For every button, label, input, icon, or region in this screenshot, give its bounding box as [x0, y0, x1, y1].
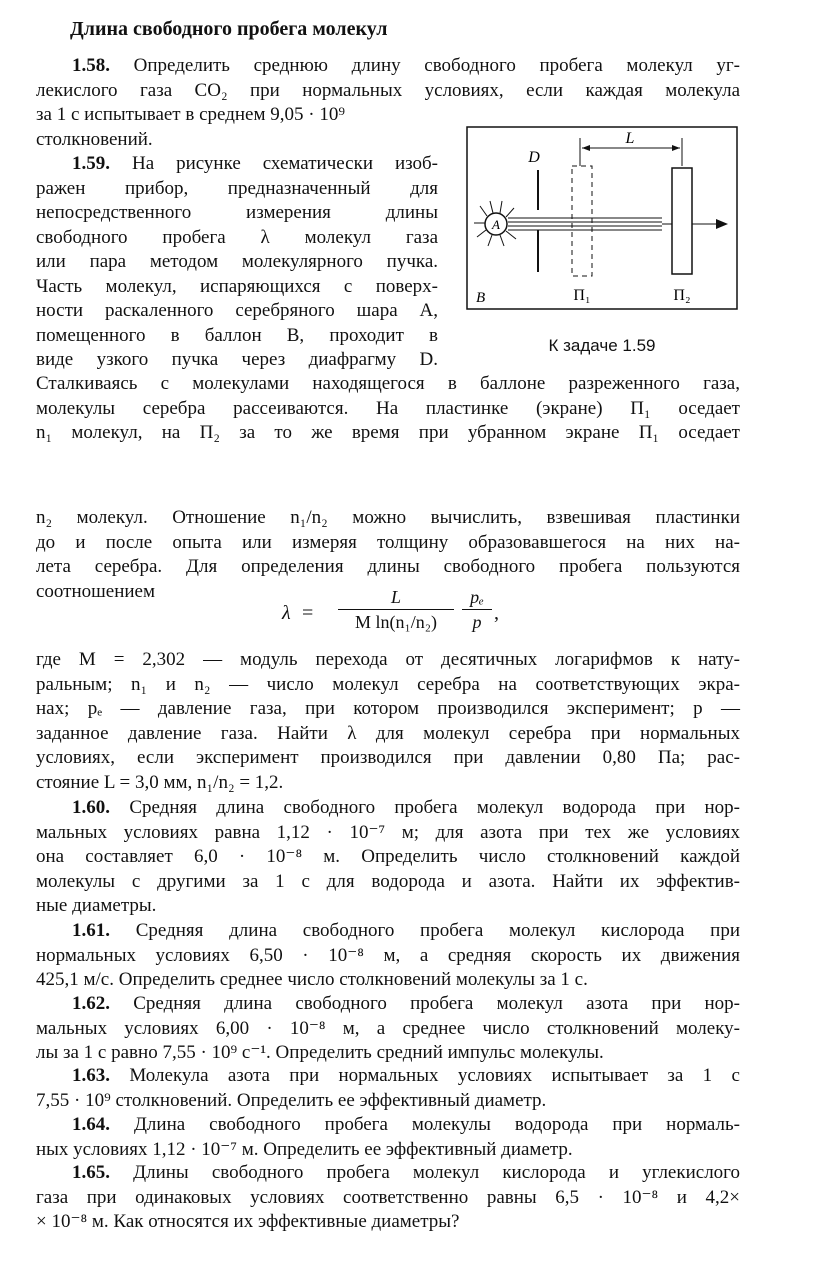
problem-number: 1.59. [72, 153, 110, 174]
problem-1-58 [36, 54, 740, 103]
problem-line: или пара методом молекулярного пучка. [36, 251, 438, 272]
problem-number: 1.63. [72, 1065, 110, 1086]
problem-line: соотношением [36, 580, 156, 602]
problem-line [36, 152, 438, 177]
arrow-right-icon [672, 145, 680, 151]
formula-pressure-ratio [462, 585, 492, 634]
problem-text: Средняя длина свободного пробега молекул азота при нор- [133, 993, 740, 1014]
problem-1-59-after [36, 648, 740, 795]
label-A: A [492, 217, 500, 232]
problem-line: 7,55 · 10⁹ столкновений. Определить ее эффективный диаметр. [36, 1089, 547, 1111]
problem-line: где M = 2,302 — модуль перехода от десятичных логарифмов к нату- [36, 649, 740, 670]
problem-line [36, 1064, 740, 1089]
problem-line: свободного пробега λ молекул газа [36, 226, 438, 248]
problem-line: за 1 с испытывает в среднем 9,05 · 10⁹ [36, 104, 345, 125]
problem-number: 1.61. [72, 920, 110, 941]
problem-line [36, 1161, 740, 1186]
problem-line: нормальных условиях 6,50 · 10⁻⁸ м, а средняя скорость их движения [36, 944, 740, 966]
formula-fraction [338, 585, 454, 634]
problem-text: Длина свободного пробега молекулы водорода при нормаль- [133, 1114, 741, 1135]
apparatus-figure [466, 126, 738, 310]
problem-line: n₂ молекул. Отношение n₁/n₂ можно вычислить, взвешивая пластинки [36, 507, 740, 528]
problem-line: непосредственного измерения длины [36, 202, 438, 223]
formula-denominator: M ln(n₁/n₂) [354, 612, 438, 632]
problem-line: столкновений. [36, 128, 153, 150]
problem-line: ражен прибор, предназначенный для [36, 177, 438, 199]
problem-1-59 [36, 152, 438, 373]
problem-line: стояние L = 3,0 мм, n₁/n₂ = 1,2. [36, 771, 284, 793]
problem-1-59-wide [36, 372, 740, 446]
label-P1: П₁ [573, 287, 591, 304]
problem-line: лекислого газа CO₂ при нормальных условиях, если каждая молекула [36, 79, 740, 101]
problem-text: Определить среднюю длину свободного пробега молекул уг- [133, 55, 740, 76]
problem-line: виде узкого пучка через диафрагму D. [36, 349, 438, 370]
problem-1-58-cont [36, 103, 438, 152]
problem-line: Часть молекул, испаряющихся с поверх- [36, 275, 438, 297]
problem-line: × 10⁻⁸ м. Как относятся их эффективные диаметры? [36, 1211, 460, 1232]
problem-line: условиях, если эксперимент производился при давлении 0,80 Па; рас- [36, 747, 740, 768]
formula-lhs: λ [282, 602, 291, 624]
problem-1-60 [36, 796, 740, 919]
problem-line: ральным; n₁ и n₂ — число молекул серебра на соответствующих экра- [36, 673, 740, 695]
problem-line: заданное давление газа. Найти λ для молекул серебра при нормальных [36, 722, 740, 744]
problem-number: 1.65. [72, 1162, 110, 1183]
problem-line [36, 54, 740, 79]
problem-line [36, 919, 740, 944]
problem-line [36, 796, 740, 821]
problem-line: ные диаметры. [36, 895, 157, 916]
problem-text: Длины свободного пробега молекул кислорода и углекислого [133, 1162, 740, 1183]
problem-line [36, 992, 740, 1017]
screen-p1 [572, 166, 592, 276]
problem-line [36, 1113, 740, 1138]
label-P2: П₂ [673, 287, 691, 304]
problem-text: Средняя длина свободного пробега молекул водорода при нор- [129, 797, 740, 818]
problem-text: Молекула азота при нормальных условиях испытывает за 1 с [129, 1065, 740, 1086]
problem-line: лета серебра. Для определения длины свободного пробега пользуются [36, 556, 740, 577]
problem-line: 425,1 м/с. Определить среднее число столкновений молекулы за 1 с. [36, 969, 588, 990]
formula-numerator: L [390, 587, 401, 607]
problem-1-62 [36, 992, 740, 1066]
problem-number: 1.58. [72, 55, 110, 76]
label-D: D [528, 149, 540, 166]
problem-text: Средняя длина свободного пробега молекул кислорода при [135, 920, 740, 941]
formula-equals: = [302, 602, 314, 624]
label-L: L [625, 130, 635, 147]
problem-1-61 [36, 919, 740, 993]
figure-caption: К задаче 1.59 [548, 336, 656, 355]
problem-line: n₁ молекул, на П₂ за то же время при убранном экране П₁ оседает [36, 422, 740, 443]
problem-line: газа при одинаковых условиях соответственно равны 6,5 · 10⁻⁸ и 4,2× [36, 1186, 740, 1208]
problem-line: мальных условиях 6,00 · 10⁻⁸ м, а среднее число столкновений молеку- [36, 1017, 740, 1039]
problem-number: 1.60. [72, 797, 110, 818]
problem-line: до и после опыта или измеряя толщину образовавшегося на них на- [36, 531, 740, 553]
formula-comma: , [494, 602, 499, 624]
problem-line: мальных условиях равна 1,12 · 10⁻⁷ м; для азота при тех же условиях [36, 821, 740, 843]
problem-number: 1.64. [72, 1114, 110, 1135]
problem-1-63 [36, 1064, 740, 1113]
arrow-left-icon [582, 145, 590, 151]
beam-arrow-icon [716, 219, 728, 229]
formula-ratio-numerator: pₑ [470, 587, 484, 607]
label-B: B [476, 290, 486, 306]
problem-1-65 [36, 1161, 740, 1235]
problem-text: На рисунке схематически изоб- [131, 153, 439, 174]
problem-1-64 [36, 1113, 740, 1162]
problem-line: лы за 1 с равно 7,55 · 10⁹ с⁻¹. Определить средний импульс молекулы. [36, 1042, 604, 1063]
problem-line: ности раскаленного серебряного шара A, [36, 300, 438, 321]
problem-line: молекулы с другими за 1 с для водорода и азота. Найти их эффектив- [36, 870, 740, 892]
problem-line: ных условиях 1,12 · 10⁻⁷ м. Определить ее эффективный диаметр. [36, 1138, 573, 1160]
problem-line: нах; pₑ — давление газа, при котором производился эксперимент; p — [36, 698, 740, 719]
problem-line: помещенного в баллон B, проходит в [36, 324, 438, 346]
problem-line: она составляет 6,0 · 10⁻⁸ м. Определить число столкновений каждой [36, 846, 740, 867]
problem-line: молекулы серебра рассеиваются. На пластинке (экране) П₁ оседает [36, 397, 740, 419]
problem-line: Сталкиваясь с молекулами находящегося в баллоне разреженного газа, [36, 373, 740, 394]
section-heading: Длина свободного пробега молекул [70, 18, 388, 40]
formula-ratio-denominator: p [472, 612, 482, 632]
plate-p2 [672, 168, 692, 274]
problem-number: 1.62. [72, 993, 110, 1014]
